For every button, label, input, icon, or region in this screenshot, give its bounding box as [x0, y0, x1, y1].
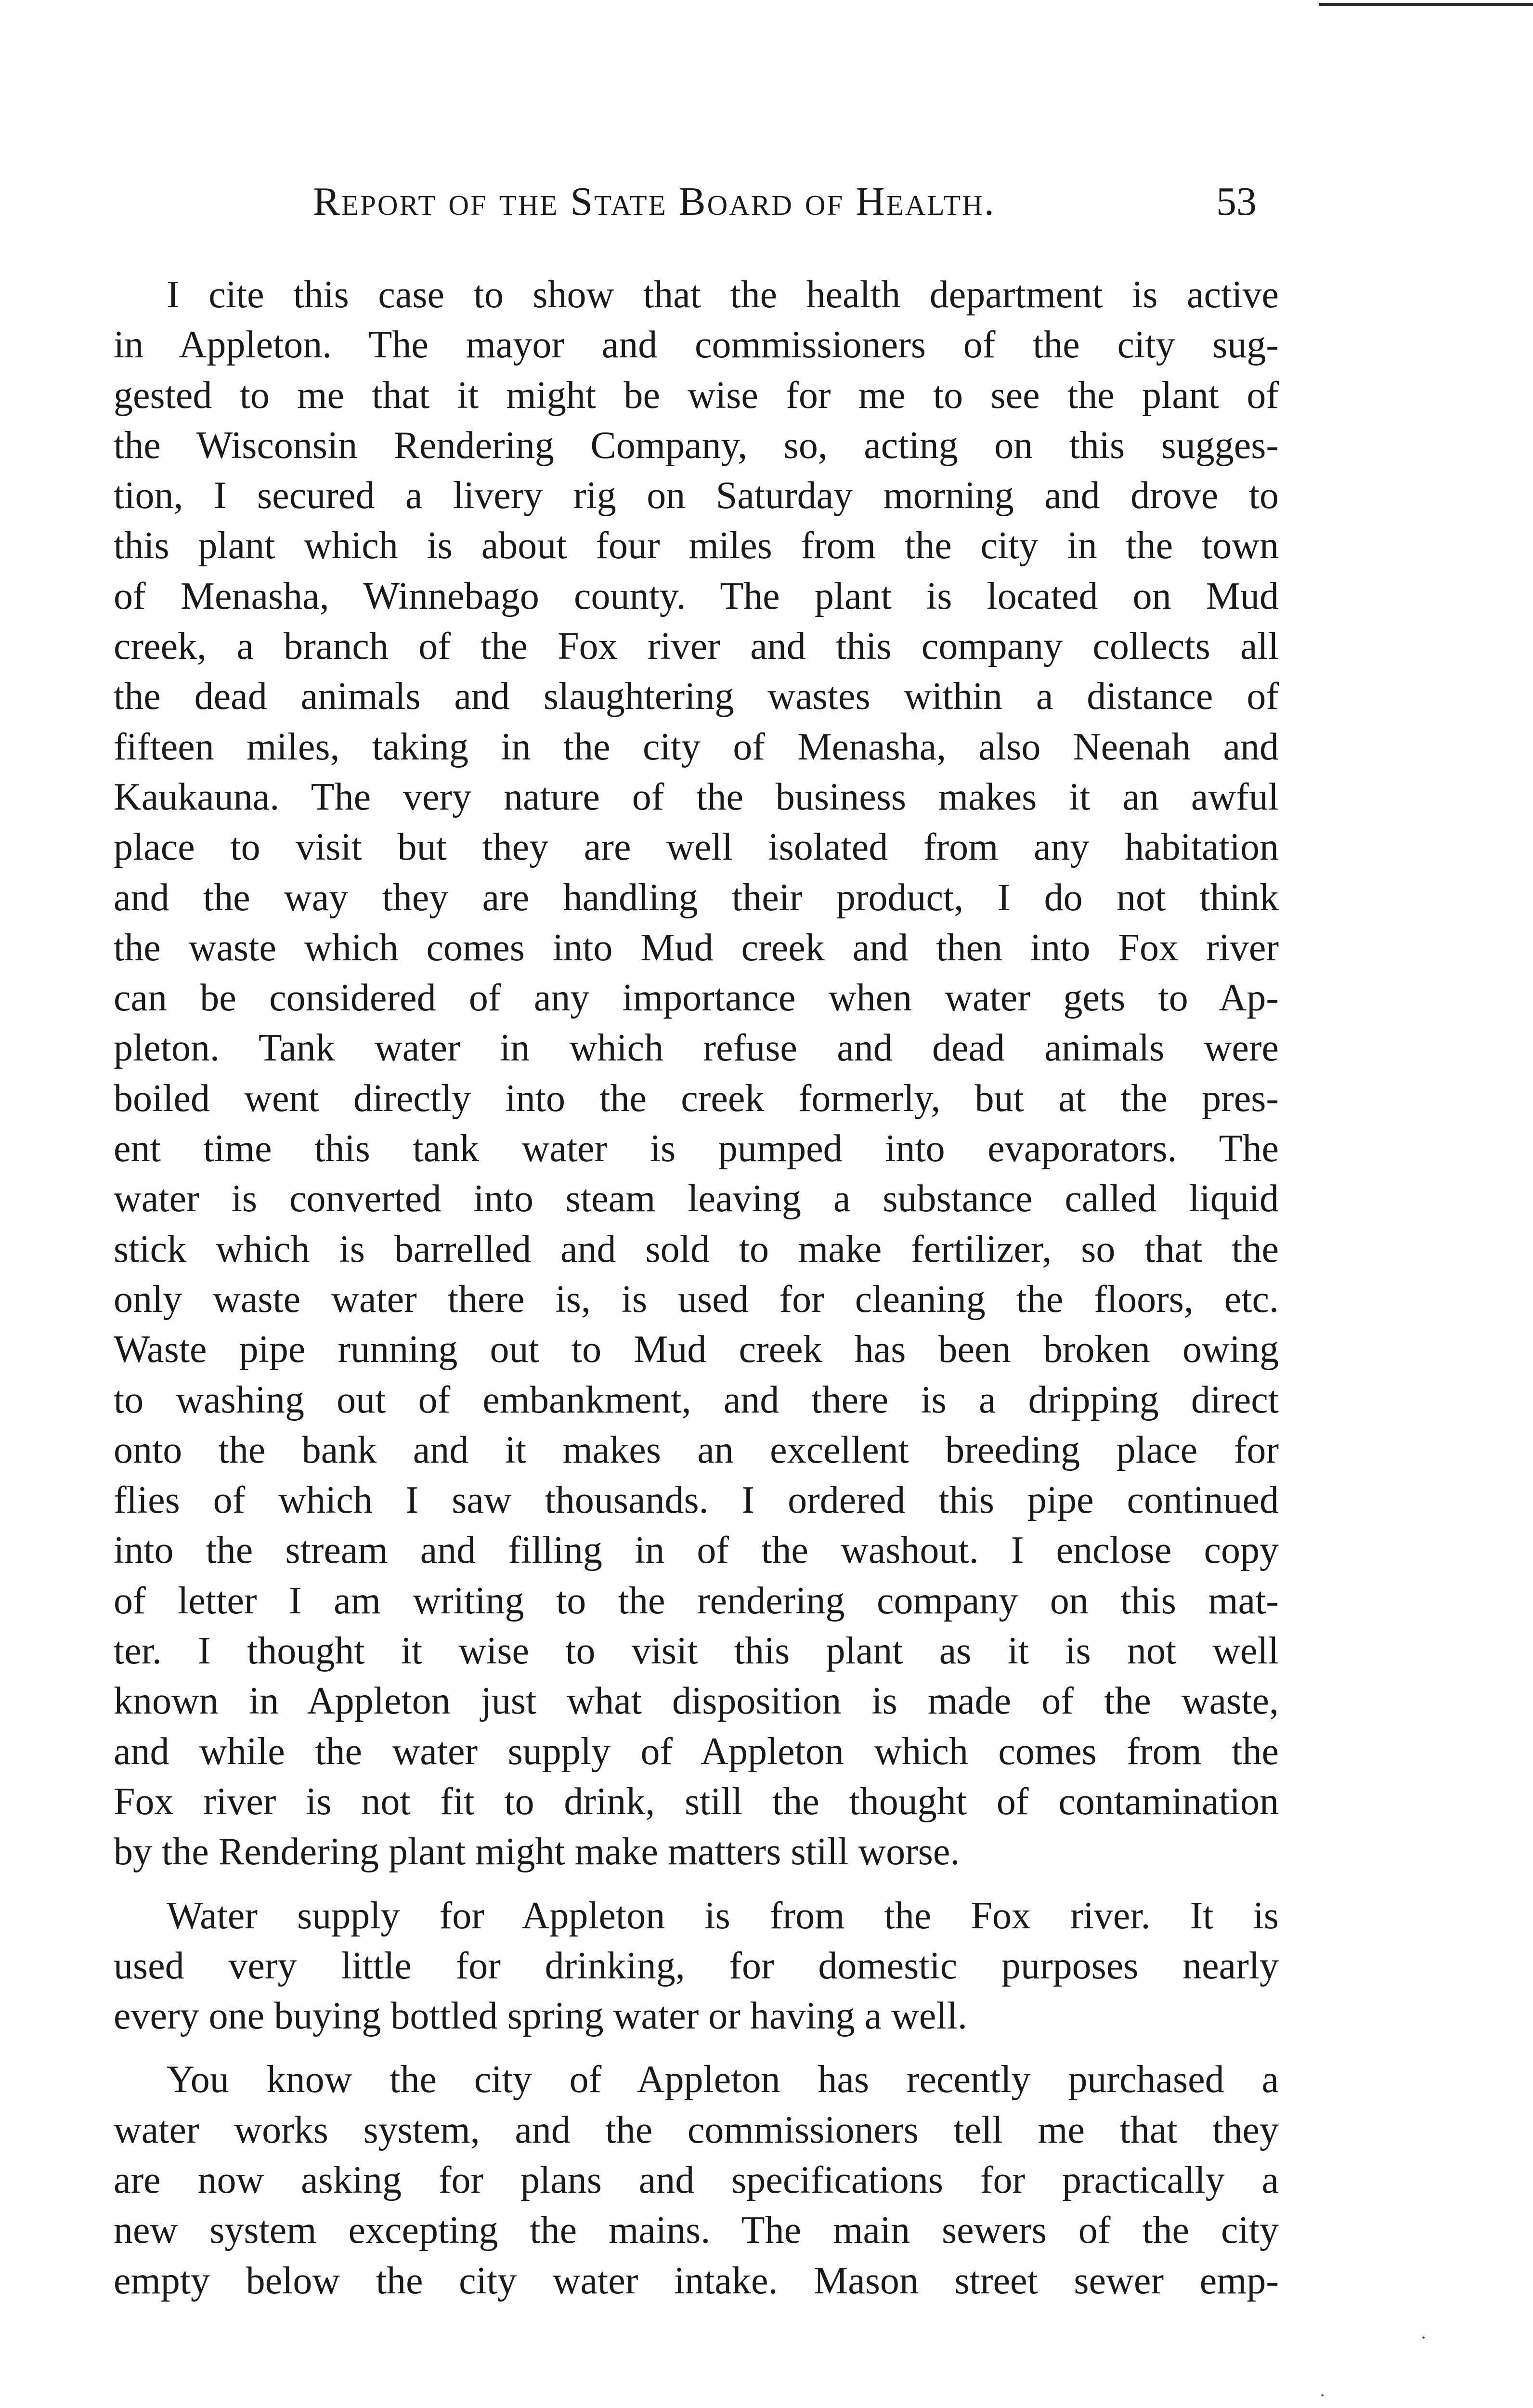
text-line: in Appleton. The mayor and commissioners of the city sug- [114, 324, 1279, 366]
paragraph-2 [114, 1891, 1279, 2042]
text-line: every one buying bottled spring water or having a well. [114, 1995, 967, 2038]
text-line: new system excepting the mains. The main sewers of the city [114, 2209, 1279, 2252]
body-text [114, 270, 1279, 2306]
text-line: the dead animals and slaughtering wastes within a distance of [114, 675, 1279, 718]
text-line: gested to me that it might be wise for me to see the plant of [114, 374, 1279, 417]
text-line: only waste water there is, is used for cleaning the floors, etc. [114, 1278, 1279, 1321]
text-line: stick which is barrelled and sold to make fertilizer, so that the [114, 1228, 1279, 1270]
text-line: known in Appleton just what disposition is made of the waste, [114, 1680, 1279, 1723]
text-line: empty below the city water intake. Mason street sewer emp- [114, 2259, 1279, 2302]
text-line: Waste pipe running out to Mud creek has been broken owing [114, 1328, 1279, 1371]
scan-speck: · [1319, 2384, 1326, 2406]
text-line: of letter I am writing to the rendering company on this mat- [114, 1579, 1279, 1622]
text-line: Fox river is not fit to drink, still the thought of contamination [114, 1780, 1279, 1823]
paragraph-1 [114, 270, 1279, 1877]
text-line: this plant which is about four miles from the city in the town [114, 524, 1279, 567]
text-line: to washing out of embankment, and there is a dripping direct [114, 1378, 1279, 1421]
text-line: are now asking for plans and specifications for practically a [114, 2159, 1279, 2201]
text-line: ent time this tank water is pumped into evaporators. The [114, 1127, 1279, 1170]
text-line: Water supply for Appleton is from the Fox river. It is [167, 1894, 1279, 1937]
text-line: flies of which I saw thousands. I ordered this pipe continued [114, 1479, 1279, 1522]
top-edge-rule [1319, 3, 1533, 6]
running-head [111, 178, 1276, 236]
text-line: You know the city of Appleton has recently purchased a [167, 2058, 1279, 2101]
scan-speck: · [1420, 2327, 1427, 2348]
text-line: of Menasha, Winnebago county. The plant is located on Mud [114, 575, 1279, 617]
text-line: by the Rendering plant might make matters still worse. [114, 1831, 960, 1873]
text-line: the waste which comes into Mud creek and then into Fox river [114, 926, 1279, 969]
page-number: 53 [1216, 179, 1257, 224]
text-line: and while the water supply of Appleton which comes from the [114, 1730, 1279, 1773]
text-line: pleton. Tank water in which refuse and dead animals were [114, 1027, 1279, 1070]
text-line: onto the bank and it makes an excellent breeding place for [114, 1428, 1279, 1471]
text-line: and the way they are handling their product, I do not think [114, 876, 1279, 919]
text-line: Kaukauna. The very nature of the business makes it an awful [114, 775, 1279, 818]
text-line: into the stream and filling in of the washout. I enclose copy [114, 1529, 1279, 1572]
text-line: the Wisconsin Rendering Company, so, acting on this sugges- [114, 424, 1279, 467]
text-line: I cite this case to show that the health department is active [167, 274, 1279, 316]
text-line: water is converted into steam leaving a substance called liquid [114, 1178, 1279, 1220]
paragraph-3 [114, 2055, 1279, 2305]
text-line: can be considered of any importance when water gets to Ap- [114, 977, 1279, 1020]
text-line: water works system, and the commissioners tell me that they [114, 2108, 1279, 2151]
text-line: fifteen miles, taking in the city of Menasha, also Neenah and [114, 725, 1279, 768]
text-line: boiled went directly into the creek formerly, but at the pres- [114, 1077, 1279, 1120]
text-line: creek, a branch of the Fox river and this company collects all [114, 625, 1279, 668]
text-line: ter. I thought it wise to visit this plant as it is not well [114, 1630, 1279, 1673]
text-line: place to visit but they are well isolated from any habitation [114, 826, 1279, 869]
text-line: tion, I secured a livery rig on Saturday morning and drove to [114, 474, 1279, 517]
text-line: used very little for drinking, for domestic purposes nearly [114, 1944, 1279, 1987]
running-title: Report of the State Board of Health. [313, 179, 996, 224]
